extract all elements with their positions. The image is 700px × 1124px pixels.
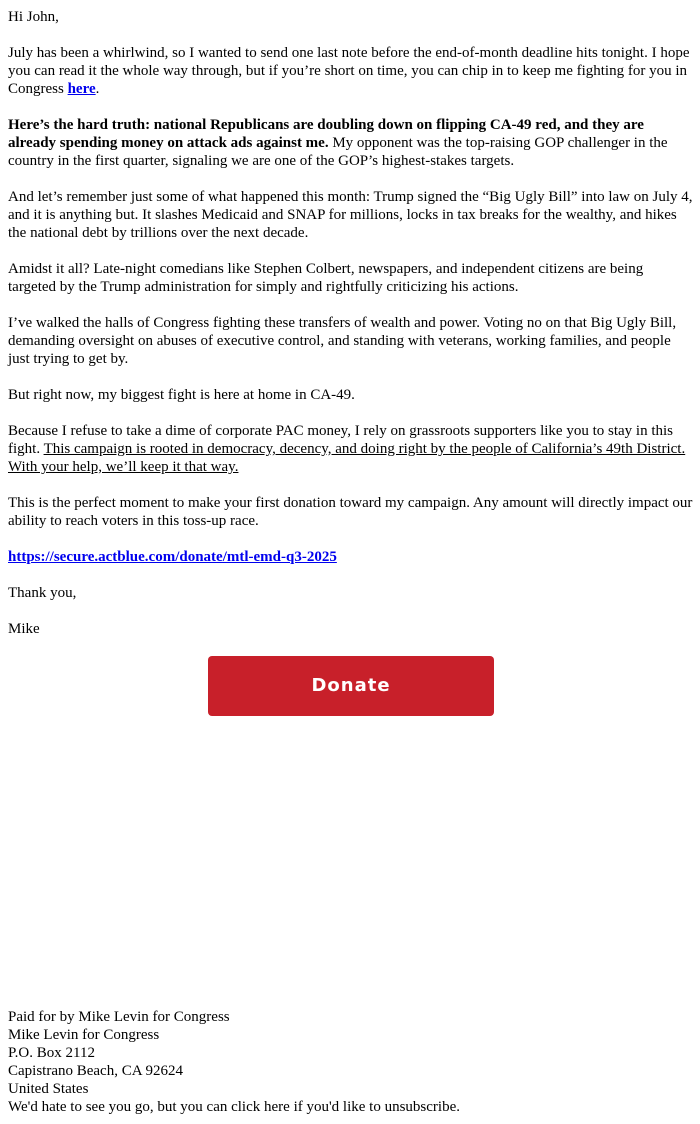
footer-po-box: P.O. Box 2112 [8, 1045, 95, 1061]
paragraph-grassroots [8, 422, 694, 476]
intro-end: . [95, 81, 100, 97]
paragraph-intro [8, 44, 694, 98]
donate-button[interactable]: Donate [208, 656, 494, 716]
paragraph-perfect-moment: This is the perfect moment to make your first donation toward my campaign. Any amount will directly impact our ability to reach voters in this toss-up race. [8, 495, 693, 529]
greeting: Hi John, [8, 9, 59, 25]
footer-country: United States [8, 1081, 89, 1097]
paragraph-hard-truth [8, 116, 694, 170]
signature: Mike [8, 621, 40, 637]
footer-unsubscribe[interactable]: We'd hate to see you go, but you can click here if you'd like to unsubscribe. [8, 1099, 460, 1115]
donate-url-link[interactable]: https://secure.actblue.com/donate/mtl-emd-q3-2025 [8, 549, 337, 565]
hard-truth-text: My opponent was the top-raising GOP challenger in the country in the first quarter, signaling we are one of the GOP’s highest-stakes targets. [8, 135, 668, 169]
paragraph-amidst: Amidst it all? Late-night comedians like Stephen Colbert, newspapers, and independent citizens are being targeted by the Trump administration for simply and rightfully criticizing his actions. [8, 261, 644, 295]
footer-paid-for: Paid for by Mike Levin for Congress [8, 1009, 230, 1025]
paragraph-walked-halls: I’ve walked the halls of Congress fighting these transfers of wealth and power. Voting no on that Big Ugly Bill, demanding oversight on abuses of executive control, and standing with veterans, working families, and people just trying to get by. [8, 315, 677, 367]
donate-button-wrap [8, 656, 694, 716]
signoff: Thank you, [8, 585, 77, 601]
footer-city: Capistrano Beach, CA 92624 [8, 1063, 183, 1079]
paragraph-home-fight: But right now, my biggest fight is here at home in CA-49. [8, 387, 355, 403]
intro-text: July has been a whirlwind, so I wanted to send one last note before the end-of-month deadline hits tonight. I hope you can read it the whole way through, but if you’re short on time, you can chip in to keep me fighting for you in Congress [8, 45, 690, 97]
donate-url-paragraph [8, 548, 694, 566]
grassroots-text: Because I refuse to take a dime of corporate PAC money, I rely on grassroots supporters like you to stay in this fight. [8, 423, 673, 457]
paragraph-big-ugly-bill: And let’s remember just some of what happened this month: Trump signed the “Big Ugly Bill” into law on July 4, and it is anything but. It slashes Medicaid and SNAP for millions, locks in tax breaks for the wealthy, and hikes the national debt by trillions over the next decade. [8, 189, 693, 241]
footer-org: Mike Levin for Congress [8, 1027, 160, 1043]
grassroots-underlined: This campaign is rooted in democracy, decency, and doing right by the people of California’s 49th District. With your help, we’ll keep it that way. [8, 441, 686, 475]
footer [8, 1008, 460, 1116]
here-link[interactable]: here [67, 81, 96, 97]
hard-truth-bold: Here’s the hard truth: national Republicans are doubling down on flipping CA-49 red, and they are already spending money on attack ads against me. [8, 117, 644, 151]
